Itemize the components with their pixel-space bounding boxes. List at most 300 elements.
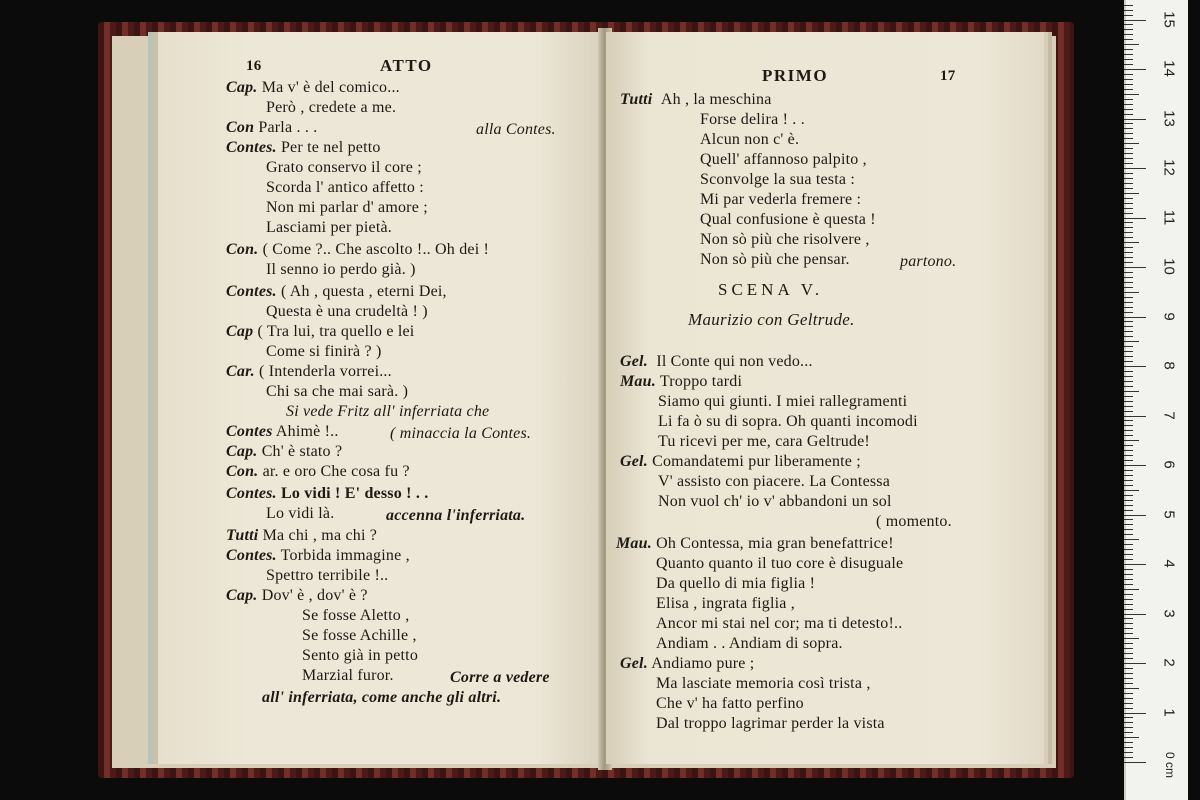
page-number-right: 17 — [940, 68, 956, 84]
speaker: Contes — [226, 423, 273, 440]
script-line — [226, 118, 317, 138]
speaker: Contes. — [226, 547, 277, 564]
script-line — [620, 452, 861, 472]
script-line — [226, 442, 342, 462]
ruler-tick — [1124, 633, 1133, 634]
line-text: Ancor mi stai nel cor; ma ti detesto!.. — [656, 615, 903, 632]
script-line — [266, 178, 424, 198]
script-line — [658, 492, 892, 512]
ruler-number: 8 — [1160, 361, 1178, 370]
speaker: Gel. — [620, 655, 648, 672]
ruler-tick — [1124, 29, 1133, 30]
line-text: Questa è una crudeltà ! ) — [266, 303, 428, 320]
ruler-tick — [1124, 39, 1133, 40]
line-text: Scorda l' antico affetto : — [266, 179, 424, 196]
script-line — [266, 198, 428, 218]
ruler-number: 7 — [1160, 410, 1178, 420]
ruler-tick — [1124, 376, 1133, 377]
speaker: Mau. — [620, 373, 656, 390]
line-text: Dal troppo lagrimar perder la vista — [656, 715, 885, 732]
script-line — [658, 432, 870, 452]
ruler-tick — [1124, 460, 1133, 461]
ruler-tick — [1124, 119, 1146, 120]
line-text: Ma lasciate memoria così trista , — [656, 675, 871, 692]
line-text: Andiamo pure ; — [651, 655, 755, 672]
line-text: Ahimè !.. — [275, 423, 339, 440]
ruler-tick — [1124, 534, 1133, 535]
speaker: Gel. — [620, 453, 648, 470]
ruler-number: 12 — [1160, 159, 1178, 176]
script-line — [656, 674, 871, 694]
ruler-tick — [1124, 668, 1133, 669]
ruler-tick — [1124, 445, 1133, 446]
script-line — [226, 138, 381, 158]
ruler-tick — [1124, 742, 1133, 743]
ruler-tick — [1124, 341, 1139, 342]
stage-direction: ( minaccia la Contes. — [390, 425, 532, 442]
script-line — [302, 646, 418, 666]
speaker: Con. — [226, 241, 259, 258]
script-line — [226, 462, 410, 482]
ruler-tick — [1124, 396, 1133, 397]
right-page — [606, 32, 1044, 764]
ruler-tick — [1124, 475, 1133, 476]
ruler-tick — [1124, 24, 1133, 25]
ruler-tick — [1124, 505, 1133, 506]
ruler-tick — [1124, 267, 1146, 268]
line-text: V' assisto con piacere. La Contessa — [658, 473, 891, 490]
script-line — [620, 654, 754, 674]
line-text: Troppo tardi — [659, 373, 743, 390]
script-line — [226, 322, 414, 342]
script-line — [658, 392, 907, 412]
stage-direction: Si vede Fritz all' inferriata che — [286, 403, 490, 420]
line-text: ( Come ?.. Che ascolto !.. Oh dei ! — [262, 241, 490, 258]
script-line — [266, 158, 422, 178]
ruler-number: 5 — [1160, 509, 1178, 519]
ruler-tick — [1124, 331, 1133, 332]
ruler-tick — [1124, 391, 1139, 392]
script-line — [700, 250, 850, 270]
speaker: Contes. — [226, 139, 277, 156]
line-text: Se fosse Achille , — [302, 627, 417, 644]
ruler-tick — [1124, 703, 1133, 704]
ruler-tick — [1124, 559, 1133, 560]
speaker: Mau. — [616, 535, 652, 552]
line-text: ( Tra lui, tra quello e lei — [257, 323, 415, 340]
line-text: Andiam . . Andiam di sopra. — [656, 635, 843, 652]
ruler-tick — [1124, 762, 1146, 763]
ruler-number: 13 — [1160, 109, 1178, 127]
ruler-tick — [1124, 178, 1133, 179]
ruler-tick — [1124, 227, 1133, 228]
ruler-tick — [1124, 440, 1139, 441]
ruler-tick — [1124, 336, 1133, 337]
line-text: Non vuol ch' io v' abbandoni un sol — [658, 493, 892, 510]
left-page — [158, 32, 602, 764]
ruler-tick — [1124, 361, 1133, 362]
ruler-tick — [1124, 416, 1146, 417]
script-line — [266, 566, 388, 586]
ruler-tick — [1124, 579, 1133, 580]
speaker: Cap. — [226, 79, 258, 96]
script-line — [656, 714, 885, 734]
line-text: Che v' ha fatto perfino — [656, 695, 804, 712]
ruler-tick — [1124, 69, 1146, 70]
ruler-tick — [1124, 89, 1133, 90]
ruler-tick — [1124, 529, 1133, 530]
ruler-tick — [1124, 104, 1133, 105]
ruler-tick — [1124, 688, 1139, 689]
line-text: Come si finirà ? ) — [266, 343, 382, 360]
line-text: Però , credete a me. — [266, 99, 397, 116]
ruler-tick — [1124, 623, 1133, 624]
page-number-left: 16 — [246, 58, 262, 74]
script-line — [266, 504, 334, 524]
stage-direction: Corre a vedere — [450, 669, 550, 686]
ruler-tick — [1124, 114, 1133, 115]
ruler-tick — [1124, 589, 1139, 590]
ruler-tick — [1124, 49, 1133, 50]
ruler-tick — [1124, 673, 1133, 674]
ruler-tick — [1124, 406, 1133, 407]
line-text: Il senno io perdo già. ) — [266, 261, 416, 278]
ruler-tick — [1124, 44, 1139, 45]
stage-direction: accenna l'inferriata. — [386, 507, 526, 524]
script-line — [620, 352, 813, 372]
ruler-tick — [1124, 618, 1133, 619]
ruler-tick — [1124, 317, 1146, 318]
script-line — [700, 230, 870, 250]
ruler-tick — [1124, 515, 1146, 516]
line-text: Ah , la meschina — [660, 91, 772, 108]
ruler-tick — [1124, 20, 1146, 21]
ruler-tick — [1124, 247, 1133, 248]
ruler-tick — [1124, 222, 1133, 223]
script-line — [656, 614, 902, 634]
ruler-tick — [1124, 133, 1133, 134]
line-text: Il Conte qui non vedo... — [656, 353, 813, 370]
script-line — [226, 526, 377, 546]
ruler-tick — [1124, 297, 1133, 298]
speaker: Cap. — [226, 443, 258, 460]
ruler-tick — [1124, 5, 1133, 6]
line-text: Mi par vederla fremere : — [700, 191, 862, 208]
line-text: Da quello di mia figlia ! — [656, 575, 816, 592]
ruler-tick — [1124, 326, 1133, 327]
ruler-tick — [1124, 302, 1133, 303]
line-text: Sento già in petto — [302, 647, 419, 664]
ruler-tick — [1124, 564, 1146, 565]
script-line — [658, 472, 890, 492]
ruler-tick — [1124, 262, 1133, 263]
ruler-number: 14 — [1160, 60, 1178, 77]
speaker: Tutti — [620, 91, 653, 108]
script-line — [700, 130, 799, 150]
stage-direction: alla Contes. — [476, 121, 556, 138]
line-text: Quanto quanto il tuo core è disuguale — [656, 555, 904, 572]
ruler-tick — [1124, 524, 1133, 525]
line-text: Siamo qui giunti. I miei rallegramenti — [658, 393, 908, 410]
ruler-tick — [1124, 425, 1133, 426]
ruler-tick — [1124, 609, 1133, 610]
script-line — [656, 554, 903, 574]
line-text: Li fa ò su di sopra. Oh quanti incomodi — [658, 413, 918, 430]
line-text: Marzial furor. — [302, 667, 394, 684]
line-text: Qual confusione è questa ! — [700, 211, 876, 228]
ruler-tick — [1124, 594, 1133, 595]
ruler-tick — [1124, 510, 1133, 511]
speaker: Car. — [226, 363, 255, 380]
ruler-tick — [1124, 698, 1133, 699]
ruler-tick — [1124, 356, 1133, 357]
line-text: Per te nel petto — [280, 139, 381, 156]
running-header-right: PRIMO — [762, 66, 829, 85]
script-line — [700, 110, 805, 130]
ruler-tick — [1124, 218, 1146, 219]
ruler-tick — [1124, 252, 1133, 253]
scene-title: SCENA V. — [718, 280, 824, 299]
ruler-tick — [1124, 450, 1133, 451]
ruler-tick — [1124, 282, 1133, 283]
ruler-tick — [1124, 138, 1133, 139]
ruler-tick — [1124, 643, 1133, 644]
line-text: Forse delira ! . . — [700, 111, 805, 128]
ruler-tick — [1124, 213, 1133, 214]
ruler-tick — [1124, 490, 1139, 491]
ruler-tick — [1124, 99, 1133, 100]
line-text: Ma v' è del comico... — [261, 79, 400, 96]
ruler-tick — [1124, 420, 1133, 421]
ruler-tick — [1124, 277, 1133, 278]
line-text: Ma chi , ma chi ? — [262, 527, 378, 544]
script-line — [302, 626, 417, 646]
script-line — [226, 240, 489, 260]
scene-characters: Maurizio con Geltrude. — [688, 310, 855, 329]
ruler-tick — [1124, 237, 1133, 238]
ruler-tick — [1124, 272, 1133, 273]
ruler-number: 9 — [1160, 311, 1178, 321]
ruler-tick — [1124, 628, 1133, 629]
script-line — [656, 634, 843, 654]
ruler-tick — [1124, 321, 1133, 322]
line-text: Non sò più che pensar. — [700, 251, 850, 268]
ruler-tick — [1124, 411, 1133, 412]
ruler-tick — [1124, 480, 1133, 481]
ruler-number: 6 — [1160, 460, 1178, 469]
line-text: Alcun non c' è. — [700, 131, 800, 148]
ruler-tick — [1124, 401, 1133, 402]
line-text: Spettro terribile !.. — [266, 567, 389, 584]
ruler-tick — [1124, 242, 1139, 243]
ruler-tick — [1124, 79, 1133, 80]
line-text: Non mi parlar d' amore ; — [266, 199, 428, 216]
script-line — [656, 594, 795, 614]
ruler-tick — [1124, 123, 1133, 124]
speaker: Cap — [226, 323, 254, 340]
line-text: ar. e oro Che cosa fu ? — [262, 463, 410, 480]
ruler-tick — [1124, 168, 1146, 169]
ruler-tick — [1124, 59, 1133, 60]
ruler-tick — [1124, 737, 1139, 738]
ruler-tick — [1124, 663, 1146, 664]
ruler-tick — [1124, 727, 1133, 728]
ruler-tick — [1124, 366, 1146, 367]
ruler-tick — [1124, 435, 1133, 436]
ruler-tick — [1124, 10, 1133, 11]
ruler-tick — [1124, 148, 1133, 149]
ruler-tick — [1124, 193, 1139, 194]
ruler-tick — [1124, 94, 1139, 95]
ruler-tick — [1124, 15, 1133, 16]
ruler-tick — [1124, 351, 1133, 352]
ruler-tick — [1124, 381, 1133, 382]
ruler-tick — [1124, 153, 1133, 154]
script-line — [656, 694, 804, 714]
script-line — [266, 260, 416, 280]
ruler-number: 11 — [1160, 209, 1178, 225]
script-line — [620, 90, 772, 110]
script-line — [266, 98, 396, 118]
line-text: ( Intenderla vorrei... — [259, 363, 392, 380]
line-text: Sconvolge la sua testa : — [700, 171, 855, 188]
ruler-tick — [1124, 183, 1133, 184]
ruler-number: 3 — [1160, 608, 1178, 618]
speaker: Gel. — [620, 353, 648, 370]
line-text: Non sò più che risolvere , — [700, 231, 870, 248]
line-text: Elisa , ingrata figlia , — [656, 595, 795, 612]
script-line — [302, 666, 394, 686]
ruler-tick — [1124, 208, 1133, 209]
line-text: Grato conservo il core ; — [266, 159, 422, 176]
ruler-tick — [1124, 549, 1133, 550]
ruler-tick — [1124, 232, 1133, 233]
script-line — [656, 574, 815, 594]
line-text: ( Ah , questa , eterni Dei, — [280, 283, 447, 300]
ruler-tick — [1124, 713, 1146, 714]
stage-direction: all' inferriata, come anche gli altri. — [262, 689, 502, 706]
line-text: Ch' è stato ? — [261, 443, 343, 460]
speaker: Cap. — [226, 587, 258, 604]
ruler-tick — [1124, 599, 1133, 600]
ruler-tick — [1124, 173, 1133, 174]
ruler-tick — [1124, 346, 1133, 347]
line-text: Lo vidi là. — [266, 505, 335, 522]
script-line — [226, 484, 428, 504]
ruler-tick — [1124, 678, 1133, 679]
ruler-tick — [1124, 693, 1133, 694]
ruler-tick — [1124, 34, 1133, 35]
line-text: Comandatemi pur liberamente ; — [652, 453, 861, 470]
ruler-tick — [1124, 430, 1133, 431]
line-text: Se fosse Aletto , — [302, 607, 410, 624]
ruler-tick — [1124, 371, 1133, 372]
ruler-tick — [1124, 465, 1146, 466]
ruler-tick — [1124, 539, 1139, 540]
script-line — [226, 546, 410, 566]
ruler-tick — [1124, 485, 1133, 486]
stage-direction: partono. — [900, 253, 957, 270]
line-text: Quell' affannoso palpito , — [700, 151, 867, 168]
ruler-tick — [1124, 747, 1133, 748]
ruler-tick — [1124, 287, 1133, 288]
ruler-tick — [1124, 470, 1133, 471]
ruler-tick — [1124, 638, 1139, 639]
script-line — [266, 218, 392, 238]
ruler-tick — [1124, 143, 1139, 144]
ruler-tick — [1124, 614, 1146, 615]
script-line — [226, 586, 368, 606]
ruler-unit-label: 0 cm — [1163, 751, 1177, 778]
script-line — [266, 342, 382, 362]
script-line — [226, 362, 392, 382]
ruler-tick — [1124, 307, 1133, 308]
ruler-tick — [1124, 584, 1133, 585]
ruler-tick — [1124, 648, 1133, 649]
script-line — [226, 422, 339, 442]
ruler-tick — [1124, 717, 1133, 718]
ruler-tick — [1124, 554, 1133, 555]
ruler-tick — [1124, 569, 1133, 570]
ruler-tick — [1124, 386, 1133, 387]
script-line — [226, 78, 400, 98]
script-line — [620, 372, 742, 392]
ruler-tick — [1124, 84, 1133, 85]
line-text: Chi sa che mai sarà. ) — [266, 383, 409, 400]
ruler-tick — [1124, 708, 1133, 709]
ruler-tick — [1124, 163, 1133, 164]
script-line — [266, 302, 428, 322]
ruler-tick — [1124, 128, 1133, 129]
script-line — [700, 190, 861, 210]
stage-direction: ( momento. — [876, 513, 952, 530]
ruler-tick — [1124, 752, 1133, 753]
ruler-number: 15 — [1160, 10, 1178, 28]
ruler-tick — [1124, 495, 1133, 496]
ruler-tick — [1124, 109, 1133, 110]
line-text: Tu ricevi per me, cara Geltrude! — [658, 433, 870, 450]
ruler-tick — [1124, 544, 1133, 545]
running-header-left: ATTO — [380, 56, 433, 75]
speaker: Con. — [226, 463, 259, 480]
ruler-tick — [1124, 658, 1133, 659]
ruler-tick — [1124, 292, 1139, 293]
ruler-tick — [1124, 54, 1133, 55]
ruler-tick — [1124, 653, 1133, 654]
ruler-tick — [1124, 203, 1133, 204]
line-text: Parla . . . — [258, 119, 318, 136]
line-text: Oh Contessa, mia gran benefattrice! — [656, 535, 894, 552]
ruler-tick — [1124, 455, 1133, 456]
ruler-number: 4 — [1160, 559, 1178, 568]
script-line — [616, 534, 894, 554]
ruler-number: 10 — [1160, 258, 1178, 275]
script-line — [302, 606, 409, 626]
measurement-ruler — [1124, 0, 1188, 800]
ruler-tick — [1124, 257, 1133, 258]
ruler-number: 1 — [1160, 707, 1178, 717]
ruler-tick — [1124, 74, 1133, 75]
speaker: Con — [226, 119, 255, 136]
ruler-tick — [1124, 188, 1133, 189]
ruler-tick — [1124, 604, 1133, 605]
ruler-tick — [1124, 198, 1133, 199]
script-line — [700, 210, 876, 230]
speaker: Tutti — [226, 527, 259, 544]
ruler-tick — [1124, 64, 1133, 65]
speaker: Contes. — [226, 485, 277, 502]
ruler-tick — [1124, 500, 1133, 501]
